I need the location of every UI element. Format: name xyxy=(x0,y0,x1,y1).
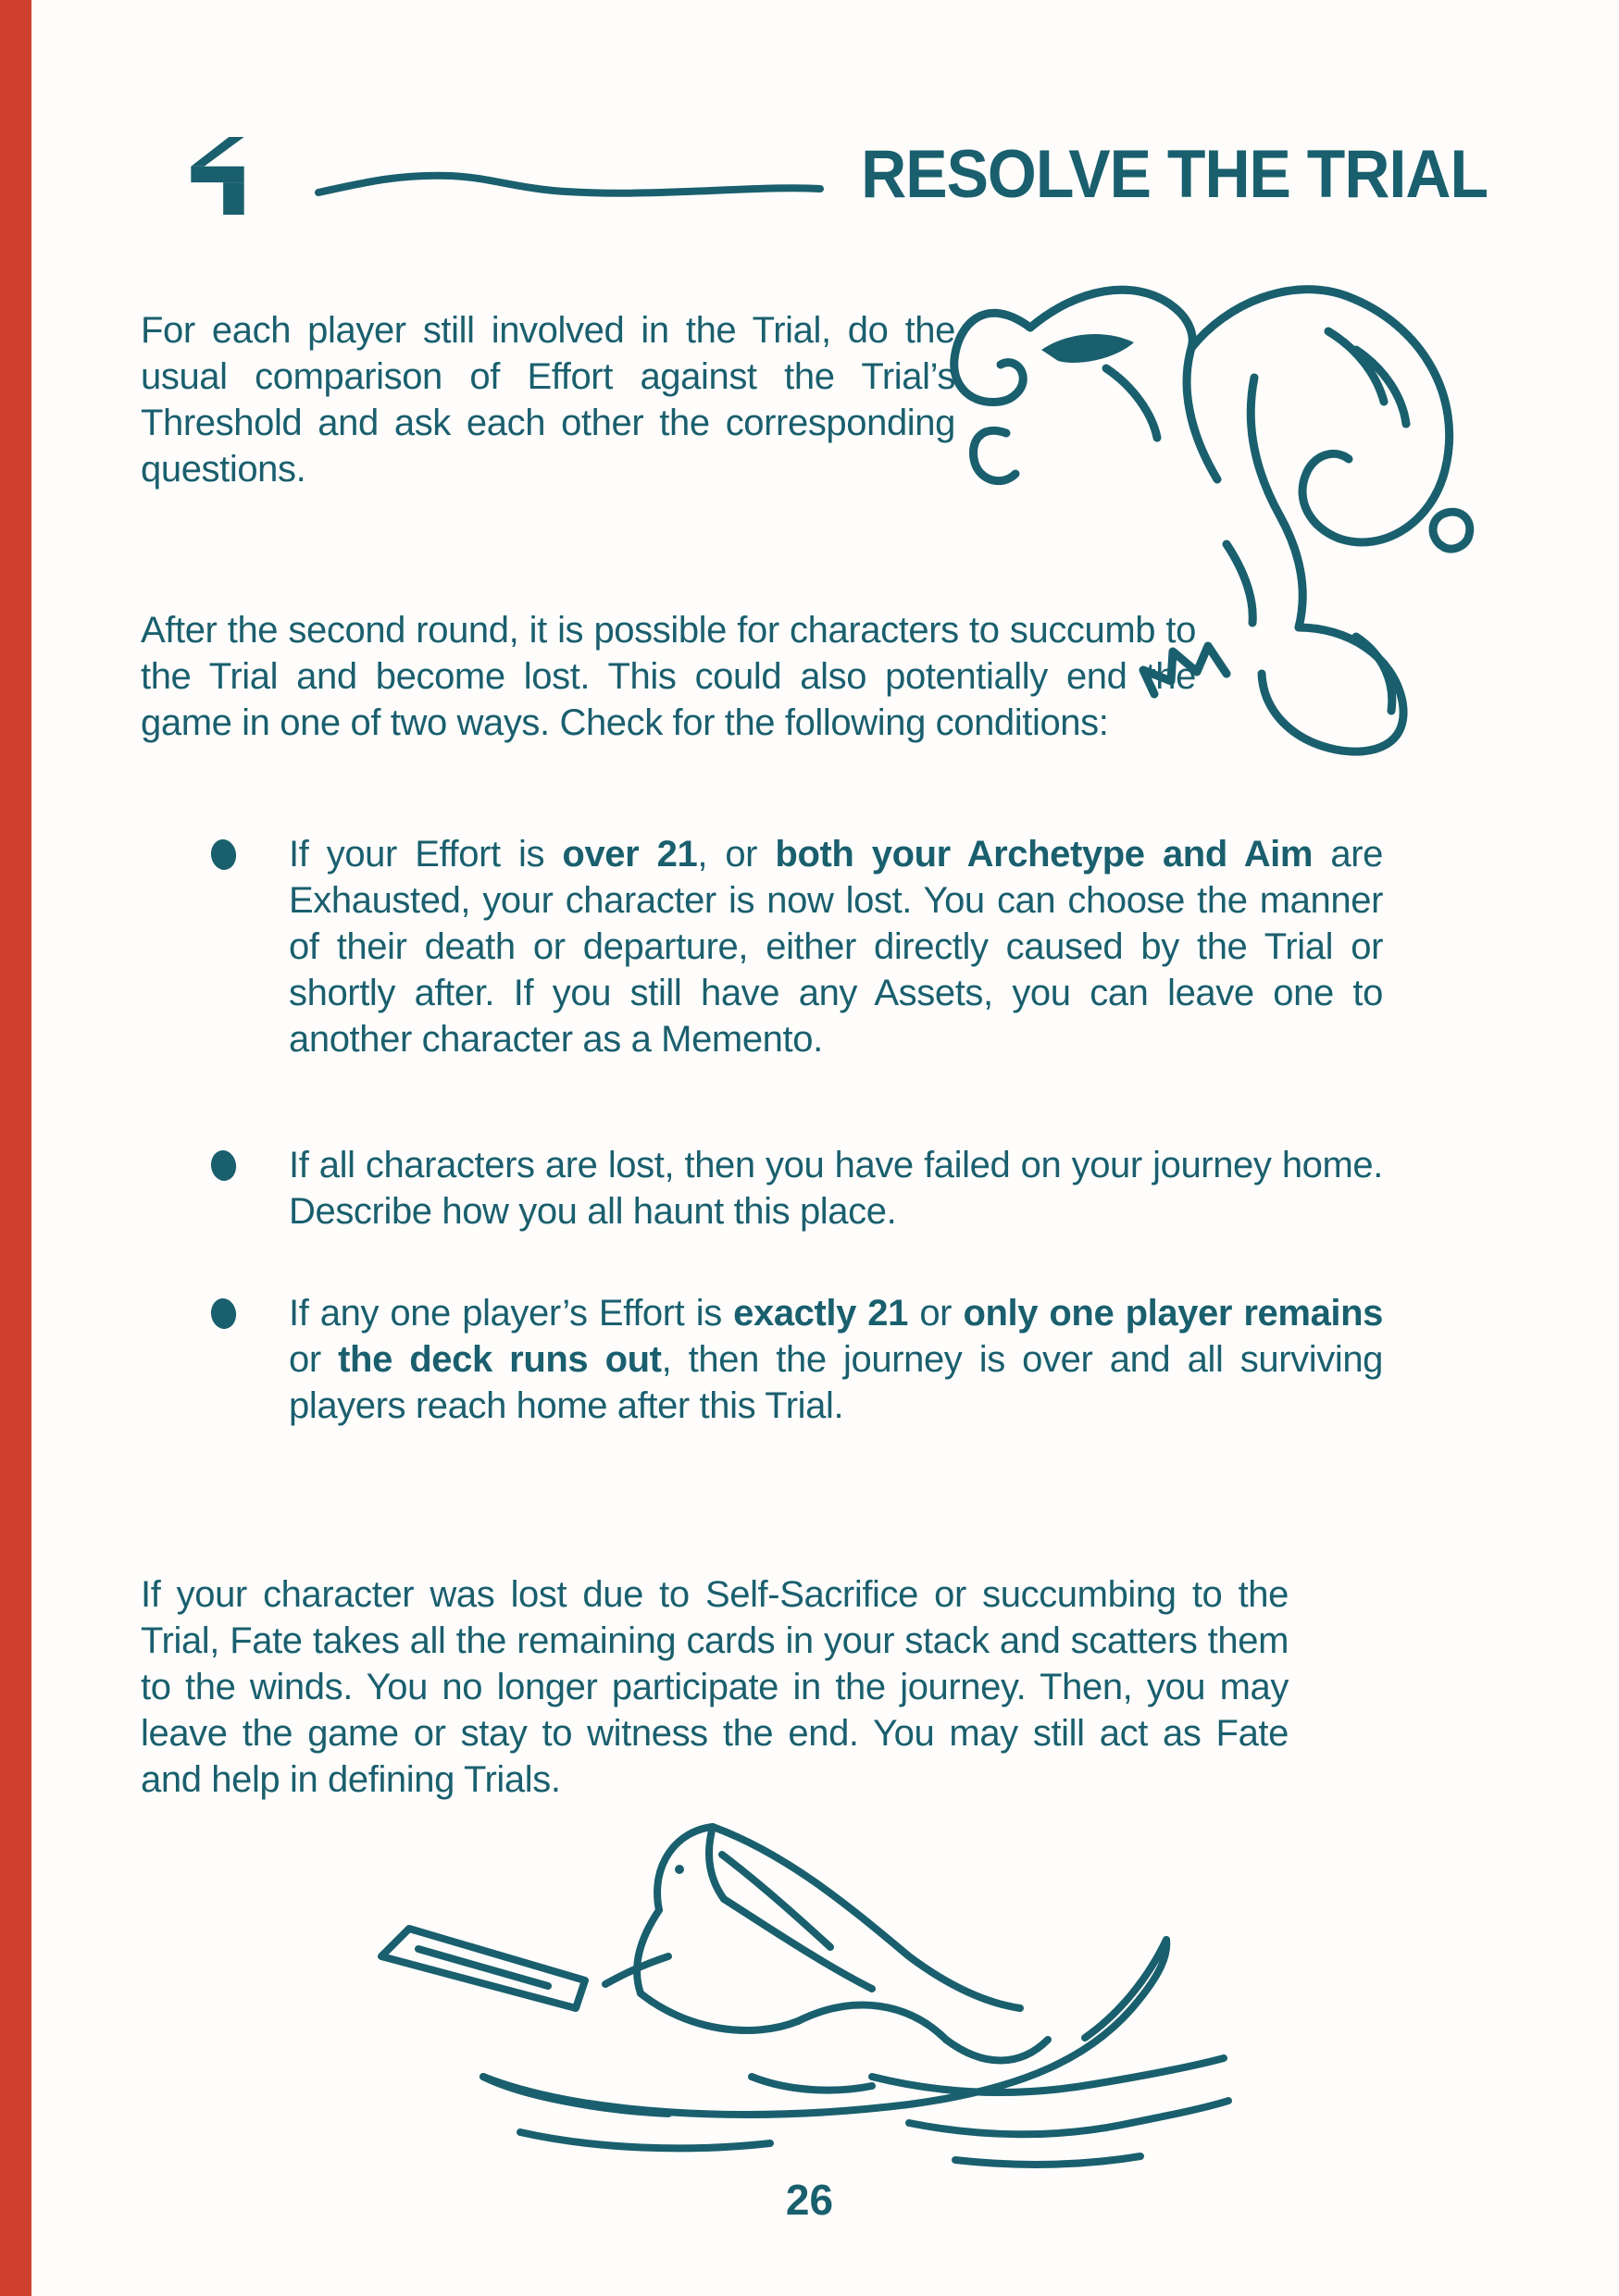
paragraph-conditions-intro: After the second round, it is possible for characters to succumb to the Trial and become lost. This could also potentially end the game in one of two ways. Check for the following conditions: xyxy=(141,610,1196,743)
list-item xyxy=(211,831,1383,1062)
page-title: RESOLVE THE TRIAL xyxy=(861,136,1488,213)
page-number: 26 xyxy=(785,2176,834,2224)
chapter-number-glyph xyxy=(189,137,246,215)
list-item xyxy=(211,1290,1383,1429)
list-item-text: If all characters are lost, then you have failed on your journey home. Describe how you all haunt this place. xyxy=(289,1145,1383,1232)
bullet-dot-icon xyxy=(209,1297,238,1330)
paragraph-lost-character: If your character was lost due to Self-Sacrifice or succumbing to the Trial, Fate takes all the remaining cards in your stack and scatters them to the winds. You no longer participate in the journey. Then, you may leave the game or stay to witness the end. You may still act as Fate and help in defining Trials. xyxy=(141,1574,1289,1800)
list-item-text: If your Effort is over 21, or both your Archetype and Aim are Exhausted, your character is now lost. You can choose the manner of their death or departure, either directly caused by the Trial or shortly after. If you still have any Assets, you can leave one to another character as a Memento. xyxy=(289,834,1383,1060)
conditions-list xyxy=(211,831,1383,1429)
paragraph-intro: For each player still involved in the Trial, do the usual comparison of Effort against the Trial’s Threshold and ask each other the corresponding questions. xyxy=(141,310,955,490)
boat-illustration xyxy=(354,1799,1235,2169)
bullet-dot-icon xyxy=(209,1148,238,1182)
list-item xyxy=(211,1142,1383,1235)
chapter-rule-line xyxy=(313,165,828,209)
list-item-text: If any one player’s Effort is exactly 21 or only one player remains or the deck runs out, then the journey is over and all surviving players reach home after this Trial. xyxy=(289,1293,1384,1426)
page-edge-color-bar xyxy=(0,0,31,2296)
bullet-dot-icon xyxy=(209,838,238,871)
